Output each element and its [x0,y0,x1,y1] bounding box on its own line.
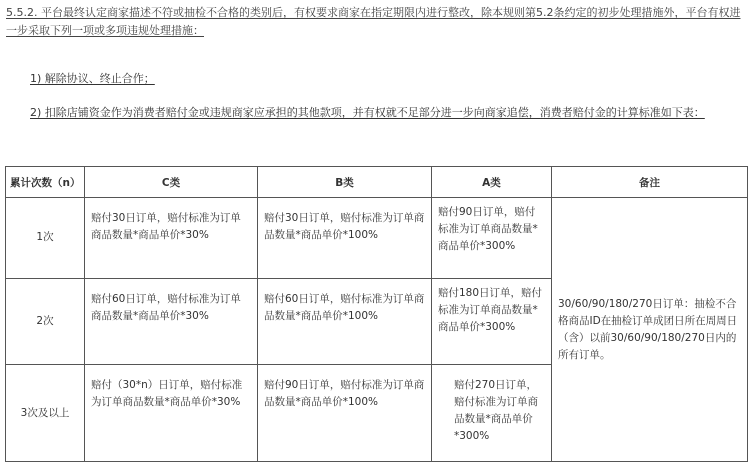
header-count: 累计次数（n） [6,167,85,198]
measure-item-1: 1) 解除协议、终止合作； [30,72,155,85]
cell-class-c: 赔付60日订单，赔付标准为订单商品数量*商品单价*30% [85,278,258,365]
cell-class-b: 赔付60日订单，赔付标准为订单商品数量*商品单价*100% [258,278,432,365]
measure-item-2: 2) 扣除店铺资金作为消费者赔付金或违规商家应承担的其他款项，并有权就不足部分进一步向商家追偿，消费者赔付金的计算标准如下表： [30,106,705,119]
cell-class-c: 赔付30日订单，赔付标准为订单商品数量*商品单价*30% [85,198,258,279]
header-class-b: B类 [258,167,432,198]
cell-class-a: 赔付270日订单，赔付标准为订单商品数量*商品单价*300% [432,365,552,462]
cell-class-b: 赔付90日订单，赔付标准为订单商品数量*商品单价*100% [258,365,432,462]
cell-class-a: 赔付180日订单，赔付标准为订单商品数量*商品单价*300% [432,278,552,365]
clause-5-5-2-intro: 5.5.2. 平台最终认定商家描述不符或抽检不合格的类别后，有权要求商家在指定期限内进行整改，除本规则第5.2条约定的初步处理措施外，平台有权进一步采取下列一项或多项违规处理措施： [6,6,741,37]
compensation-table [5,166,748,462]
row-count-label: 1次 [6,198,85,279]
table-row [6,198,748,279]
table-header-row [6,167,748,198]
note-cell: 30/60/90/180/270日订单：抽检不合格商品ID在抽检订单成团日所在周周日（含）以前30/60/90/180/270日内的所有订单。 [552,198,748,462]
cell-class-c: 赔付（30*n）日订单，赔付标准为订单商品数量*商品单价*30% [85,365,258,462]
row-count-label: 2次 [6,278,85,365]
cell-class-b: 赔付30日订单，赔付标准为订单商品数量*商品单价*100% [258,198,432,279]
header-class-c: C类 [85,167,258,198]
header-note: 备注 [552,167,748,198]
row-count-label: 3次及以上 [6,365,85,462]
header-class-a: A类 [432,167,552,198]
cell-class-a: 赔付90日订单，赔付标准为订单商品数量*商品单价*300% [432,198,552,279]
